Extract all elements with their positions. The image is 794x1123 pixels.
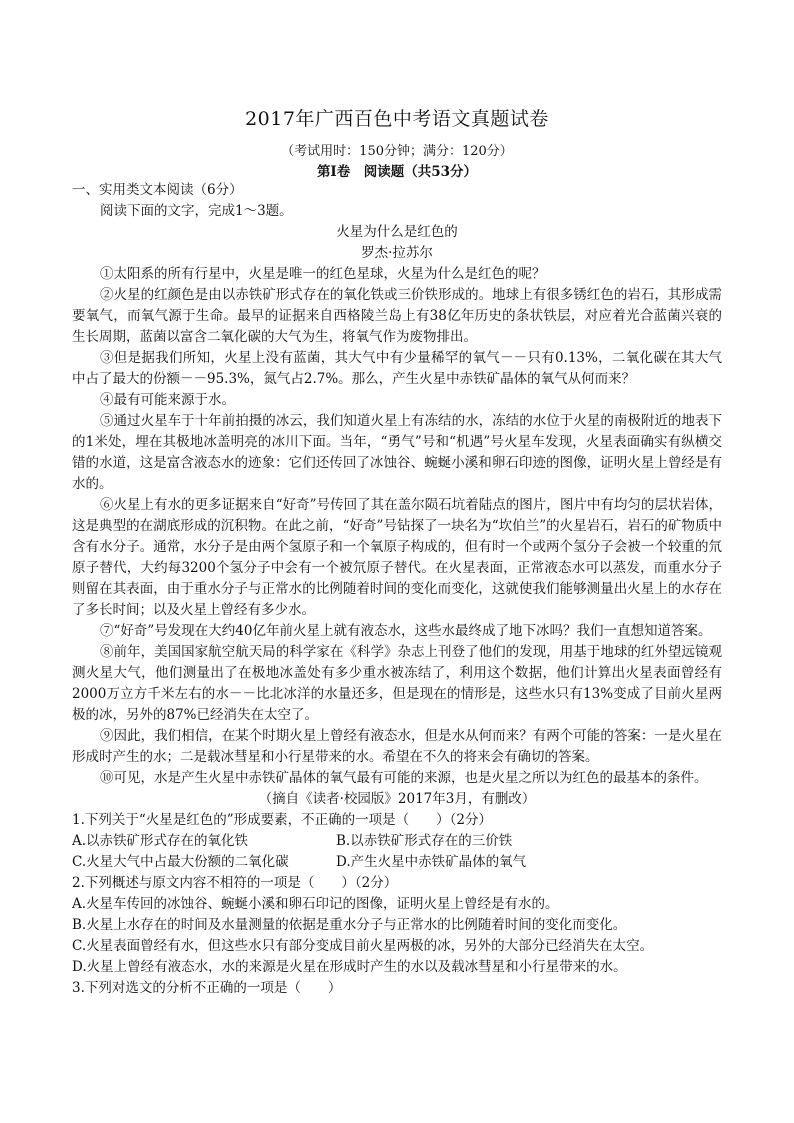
question-1-option-a: A.以赤铁矿形式存在的氧化铁	[72, 833, 249, 849]
paragraph-1: ①太阳系的所有行星中，火星是唯一的红色星球，火星为什么是红色的呢？	[100, 266, 546, 282]
paragraph-8: ⑧前年，美国国家航空航天局的科学家在《科学》杂志上刊登了他们的发现，用基于地球的红外望远镜观测火星大气，他们测量出了在极地冰盖处有多少重水被冻结了，利用这个数据，他们计算出火星表面曾经有2000万立方千米左右的水－－比北冰洋的水量还多，但是现在的情形是，这些水只有13%变成了目前火星两极的冰，另外的87%已经消失在太空了。	[72, 644, 722, 723]
question-1-options-row-1	[72, 831, 722, 852]
exam-body	[72, 180, 722, 999]
paragraph-9: ⑨因此，我们相信，在某个时期火星上曾经有液态水，但是水从何而来？有两个可能的答案：一是火星在形成时产生的水；二是载冰彗星和小行星带来的水。希望在不久的将来会有确切的答案。	[72, 728, 722, 765]
paragraph-6: ⑥火星上有水的更多证据来自“好奇”号传回了其在盖尔陨石坑着陆点的图片，图片中有均匀的层状岩体，这是典型的在湖底形成的沉积物。在此之前，“好奇”号钻探了一块名为“坎伯兰”的火星岩石，岩石的矿物质中含有水分子。通常，水分子是由两个氢原子和一个氧原子构成的，但有时一个或两个氢分子会被一个较重的氘原子替代，大约每3200个氢分子中会有一个被氘原子替代。在火星表面，正常液态水可以蒸发，而重水分子则留在其表面，由于重水分子与正常水的比例随着时间的变化而变化，这就使我们能够测量出火星上的水存在了多长时间；以及火星上曾经有多少水。	[72, 497, 722, 618]
page-title: 2017年广西百色中考语文真题试卷	[245, 108, 549, 130]
paragraph-10: ⑩可见，水是产生火星中赤铁矿晶体的氧气最有可能的来源，也是火星之所以为红色的最基本的条件。	[100, 770, 708, 786]
question-1-stem: 1.下列关于“火星是红色的”形成要素，不正确的一项是（ ）（2分）	[72, 812, 493, 828]
paragraph-3: ③但是据我们所知，火星上没有蓝菌，其大气中有少量稀罕的氧气－－只有0.13%，二氧化碳在其大气中占了最大的份额－－95.3%，氮气占2.7%。那么，产生火星中赤铁矿晶体的氧气从何而来？	[72, 350, 722, 387]
question-1-option-d: D.产生火星中赤铁矿晶体的氧气	[336, 854, 527, 870]
question-2-option-a: A.火星车传回的冰蚀谷、蜿蜒小溪和卵石印记的图像，证明火星上曾经是有水的。	[72, 896, 559, 912]
part-title: 第Ⅰ卷 阅读题（共53分）	[316, 164, 478, 180]
paragraph-5: ⑤通过火星车于十年前拍摄的冰云，我们知道火星上有冻结的水，冻结的水位于火星的南极附近的地表下的1米处，埋在其极地冰盖明亮的冰川下面。当年，“勇气”号和“机遇”号火星车发现，火星表面确实有纵横交错的水道，这是富含液态水的迹象：它们还传回了冰蚀谷、蜿蜒小溪和卵石印迹的图像，证明火星上曾经是有水的。	[72, 413, 722, 492]
paragraph-7: ⑦“好奇”号发现在大约40亿年前火星上就有液态水，这些水最终成了地下冰吗？我们一直想知道答案。	[100, 623, 712, 639]
section-instruction: 阅读下面的文字，完成1～3题。	[100, 203, 293, 219]
question-2-option-b: B.火星上水存在的时间及水量测量的依据是重水分子与正常水的比例随着时间的变化而变化。	[72, 917, 627, 933]
question-1-option-b: B.以赤铁矿形式存在的三价铁	[336, 833, 513, 849]
article-source: （摘自《读者·校园版》2017年3月，有删改）	[258, 791, 536, 807]
question-2-option-c: C.火星表面曾经有水，但这些水只有部分变成目前火星两极的冰，另外的大部分已经消失在太空。	[72, 938, 654, 954]
paragraph-4: ④最有可能来源于水。	[100, 392, 235, 408]
question-2-stem: 2.下列概述与原文内容不相符的一项是（ ）（2分）	[72, 875, 398, 891]
article-title: 火星为什么是红色的	[336, 224, 458, 240]
section-heading: 一、实用类文本阅读（6分）	[72, 182, 243, 198]
question-2-option-d: D.火星上曾经有液态水，水的来源是火星在形成时产生的水以及载冰彗星和小行星带来的水。	[72, 959, 627, 975]
question-3-stem: 3.下列对选文的分析不正确的一项是（ ）	[72, 980, 342, 996]
paragraph-2: ②火星的红颜色是由以赤铁矿形式存在的氧化铁或三价铁形成的。地球上有很多锈红色的岩石，其形成需要氧气，而氧气源于生命。最早的证据来自西格陵兰岛上有38亿年历史的条状铁层，对应着光合蓝菌兴衰的生长周期，蓝菌以富含二氧化碳的大气为生，将氧气作为废物排出。	[72, 287, 722, 345]
article-author: 罗杰·拉苏尔	[361, 245, 433, 261]
question-1-option-c: C.火星大气中占最大份额的二氧化碳	[72, 854, 289, 870]
question-1-options-row-2	[72, 852, 722, 873]
exam-info: （考试用时：150分钟；满分：120分）	[281, 144, 513, 159]
